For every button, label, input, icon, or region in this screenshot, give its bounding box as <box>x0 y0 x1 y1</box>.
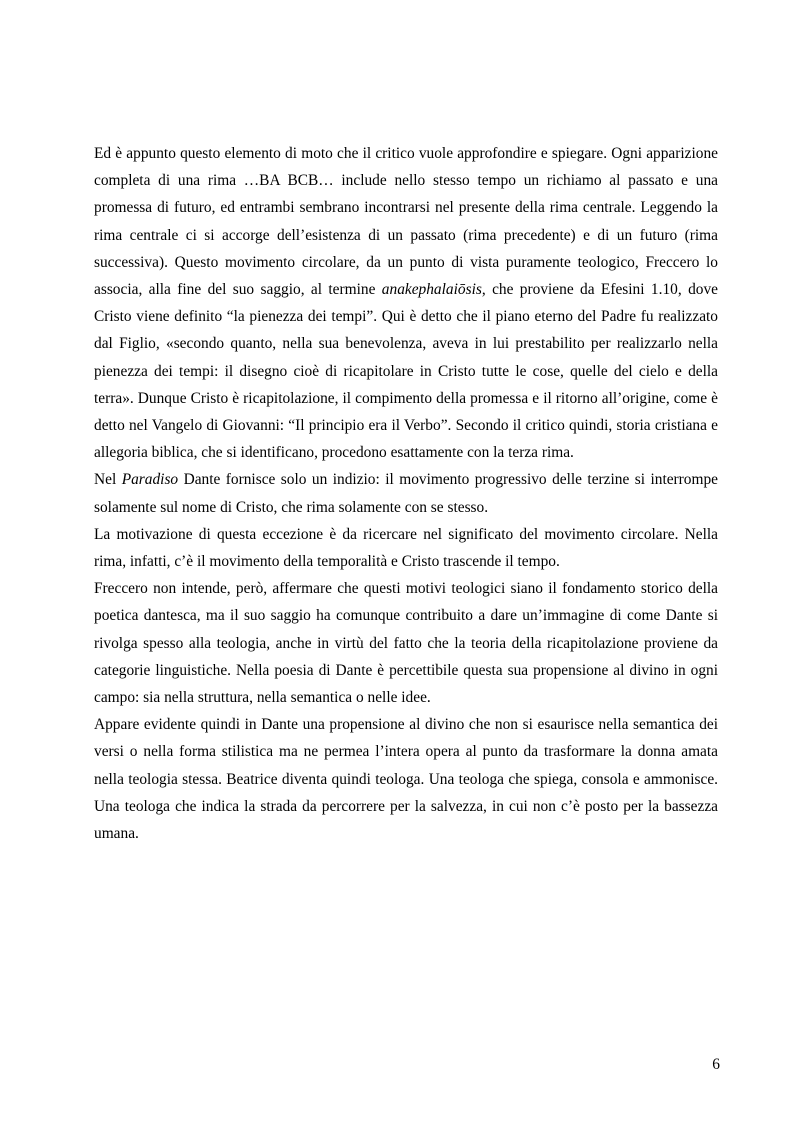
body-text <box>94 140 718 847</box>
paragraph-3 <box>94 521 718 575</box>
paragraph-3-text: La motivazione di questa eccezione è da ricercare nel significato del movimento circolare. Nella rima, infatti, c’è il movimento della temporalità e Cristo trascende il tempo. <box>94 525 718 571</box>
paragraph-1-text-b: , che proviene da Efesini 1.10, dove Cristo viene definito “la pienezza dei tempi”. Qui è detto che il piano eterno del Padre fu realizzato dal Figlio, «secondo quanto, nella sua benevolenza, aveva in lui prestabilito per realizzarlo nella pienezza dei tempi: il disegno cioè di ricapitolare in Cristo tutte le cose, quelle del cielo e della terra». Dunque Cristo è ricapitolazione, il compimento della promessa e il ritorno all’origine, come è detto nel Vangelo di Giovanni: “Il principio era il Verbo”. Secondo il critico quindi, storia cristiana e allegoria biblica, che si identificano, procedono esattamente con la terza rima. <box>94 281 718 462</box>
page-number: 6 <box>712 1056 720 1073</box>
paragraph-2-text-a: Nel <box>94 471 122 489</box>
paragraph-1-text-a: Ed è appunto questo elemento di moto che il critico vuole approfondire e spiegare. Ogni apparizione completa di una rima …BA BCB… include nello stesso tempo un richiamo al passato e una promessa di futuro, ed entrambi sembrano incontrarsi nel presente della rima centrale. Leggendo la rima centrale ci si accorge dell’esistenza di un passato (rima precedente) e di un futuro (rima successiva). Questo movimento circolare, da un punto di vista puramente teologico, Freccero lo associa, alla fine del suo saggio, al termine <box>94 145 718 299</box>
paragraph-2-title-italic: Paradiso <box>121 471 179 489</box>
paragraph-2-text-b: Dante fornisce solo un indizio: il movimento progressivo delle terzine si interrompe solamente sul nome di Cristo, che rima solamente con se stesso. <box>94 471 718 516</box>
paragraph-5-text: Appare evidente quindi in Dante una propensione al divino che non si esaurisce nella semantica dei versi o nella forma stilistica ma ne permea l’intera opera al punto da trasformare la donna amata nella teologia stessa. Beatrice diventa quindi teologa. Una teologa che spiega, consola e ammonisce. Una teologa che indica la strada da percorrere per la salvezza, in cui non c’è posto per la bassezza umana. <box>94 716 718 843</box>
paragraph-1 <box>94 140 718 466</box>
paragraph-5 <box>94 711 718 847</box>
paragraph-1-term-italic: anakephalaiōsis <box>381 281 482 299</box>
paragraph-4 <box>94 575 718 711</box>
paragraph-2 <box>94 466 718 520</box>
paragraph-4-text: Freccero non intende, però, affermare che questi motivi teologici siano il fondamento storico della poetica dantesca, ma il suo saggio ha comunque contribuito a dare un’immagine di come Dante si rivolga spesso alla teologia, anche in virtù del fatto che la teoria della ricapitolazione proviene da categorie linguistiche. Nella poesia di Dante è percettibile questa sua propensione al divino in ogni campo: sia nella struttura, nella semantica o nelle idee. <box>94 580 718 707</box>
